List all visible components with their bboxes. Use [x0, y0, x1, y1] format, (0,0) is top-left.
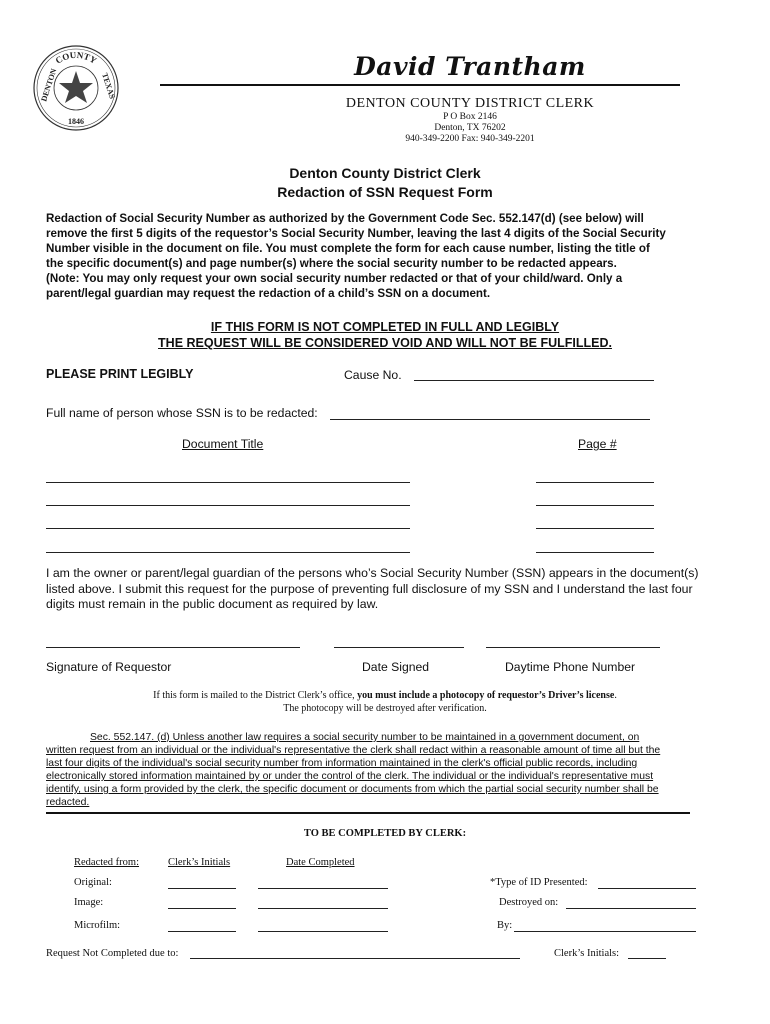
phone-label: Daytime Phone Number — [505, 660, 636, 674]
type-of-id-field[interactable] — [598, 888, 696, 889]
page-number-field[interactable] — [536, 505, 654, 506]
page-number-field[interactable] — [536, 552, 654, 553]
not-completed-label: Request Not Completed due to: — [46, 948, 179, 959]
intro-line: Redaction of Social Security Number as authorized by the Government Code Sec. 552.147(d) (see below) will — [46, 212, 644, 225]
signature-field[interactable] — [46, 647, 300, 648]
mail-note-end: . — [614, 690, 617, 701]
microfilm-date-field[interactable] — [258, 931, 388, 932]
destroyed-on-field[interactable] — [566, 908, 696, 909]
clerk-name: David Trantham — [354, 52, 586, 81]
intro-line: Number visible in the document on file. You must complete the form for each cause number, listing the title of — [46, 242, 650, 255]
full-name-label: Full name of person whose SSN is to be redacted: — [46, 406, 318, 420]
clerks-initials-label: Clerk’s Initials: — [554, 948, 620, 959]
original-label: Original: — [74, 877, 112, 888]
image-date-field[interactable] — [258, 908, 388, 909]
original-initials-field[interactable] — [168, 888, 236, 889]
photocopy-note: The photocopy will be destroyed after verification. — [283, 703, 487, 714]
destroyed-on-label: Destroyed on: — [499, 897, 559, 908]
statute-line: Sec. 552.147. (d) Unless another law requires a social security number to be maintained in a government document, on — [90, 732, 640, 743]
page-number-header: Page # — [578, 437, 617, 451]
type-of-id-label: *Type of ID Presented: — [490, 877, 588, 888]
date-completed-header: Date Completed — [286, 857, 355, 868]
star-icon — [59, 71, 93, 103]
page-number-field[interactable] — [536, 528, 654, 529]
header-rule — [160, 84, 680, 86]
by-label: By: — [497, 920, 513, 931]
image-label: Image: — [74, 897, 104, 908]
not-completed-field[interactable] — [190, 958, 520, 959]
county-seal — [32, 44, 120, 132]
city-address: Denton, TX 76202 — [434, 123, 506, 133]
page-number-field[interactable] — [536, 482, 654, 483]
form-title — [0, 164, 770, 202]
seal-year: 1846 — [68, 117, 84, 126]
intro-paragraph — [46, 211, 726, 301]
affirmation-line: digits must remain in the public document as required by law. — [46, 597, 379, 611]
intro-line: (Note: You may only request your own social security number redacted or that of your child/ward. Only a — [46, 272, 623, 285]
print-legibly-label: PLEASE PRINT LEGIBLY — [46, 367, 194, 381]
microfilm-label: Microfilm: — [74, 920, 121, 931]
clerks-initials-header: Clerk’s Initials — [168, 857, 231, 868]
statute-line: electronically stored information maintained by or under the control of the clerk. The individual or the individual's representative must — [46, 771, 654, 782]
affirmation-line: listed above. I submit this request for the purpose of preventing full disclosure of my SSN and I understand the last four — [46, 581, 693, 596]
seal-right-text: TEXAS — [100, 71, 117, 100]
section-rule — [46, 812, 690, 814]
intro-line: the specific document(s) and page number(s) where the social security number to be redacted appears. — [46, 257, 617, 270]
warning-line1: IF THIS FORM IS NOT COMPLETED IN FULL AND LEGIBLY — [210, 320, 560, 334]
form-title-line2: Redaction of SSN Request Form — [277, 184, 493, 200]
statute-line: identify, using a form provided by the clerk, the specific document or documents from which the partial social security number shall be — [46, 784, 659, 795]
signature-label: Signature of Requestor — [46, 660, 172, 674]
redacted-from-label: Redacted from: — [74, 857, 140, 868]
full-name-field[interactable] — [330, 419, 650, 420]
void-warning — [0, 319, 770, 351]
office-name: DENTON COUNTY DISTRICT CLERK — [345, 96, 595, 111]
clerk-section-heading: TO BE COMPLETED BY CLERK: — [303, 828, 467, 839]
warning-line2: THE REQUEST WILL BE CONSIDERED VOID AND WILL NOT BE FULFILLED. — [158, 336, 612, 350]
document-title-header: Document Title — [182, 437, 264, 451]
mail-note-text: If this form is mailed to the District Clerk’s office, — [153, 690, 358, 701]
document-title-field[interactable] — [46, 482, 410, 483]
mail-note — [0, 690, 770, 701]
date-signed-field[interactable] — [334, 647, 464, 648]
document-title-field[interactable] — [46, 505, 410, 506]
seal-top-text: COUNTY — [53, 49, 99, 66]
statute-line: last four digits of the individual's social security number from information maintained in the clerk's official public records, including — [46, 758, 638, 769]
phone-fax: 940-349-2200 Fax: 940-349-2201 — [405, 134, 535, 144]
document-title-field[interactable] — [46, 528, 410, 529]
microfilm-initials-field[interactable] — [168, 931, 236, 932]
intro-line: remove the first 5 digits of the requestor’s Social Security Number, leaving the last 4 digits of the Social Security — [46, 227, 666, 240]
affirmation-paragraph — [46, 566, 726, 613]
by-field[interactable] — [514, 931, 696, 932]
date-signed-label: Date Signed — [362, 660, 430, 674]
form-title-line1: Denton County District Clerk — [289, 165, 481, 181]
statute-text — [46, 731, 726, 809]
original-date-field[interactable] — [258, 888, 388, 889]
statute-line: redacted. — [46, 797, 90, 808]
phone-field[interactable] — [486, 647, 660, 648]
affirmation-line: I am the owner or parent/legal guardian of the persons who’s Social Security Number (SSN) appears in the document(s) — [46, 566, 699, 580]
cause-no-label: Cause No. — [344, 368, 402, 382]
document-title-field[interactable] — [46, 552, 410, 553]
intro-line: parent/legal guardian may request the redaction of a child’s SSN on a document. — [46, 287, 491, 300]
image-initials-field[interactable] — [168, 908, 236, 909]
clerks-initials-field[interactable] — [628, 958, 666, 959]
cause-no-field[interactable] — [414, 380, 654, 381]
seal-left-text: DENTON — [39, 67, 59, 103]
statute-line: written request from an individual or the individual's representative the clerk shall redact within a reasonable amount of time all but the — [46, 745, 661, 756]
mail-note-emphasis: you must include a photocopy of requestor’s Driver’s license — [357, 690, 615, 701]
po-box: P O Box 2146 — [443, 112, 497, 122]
